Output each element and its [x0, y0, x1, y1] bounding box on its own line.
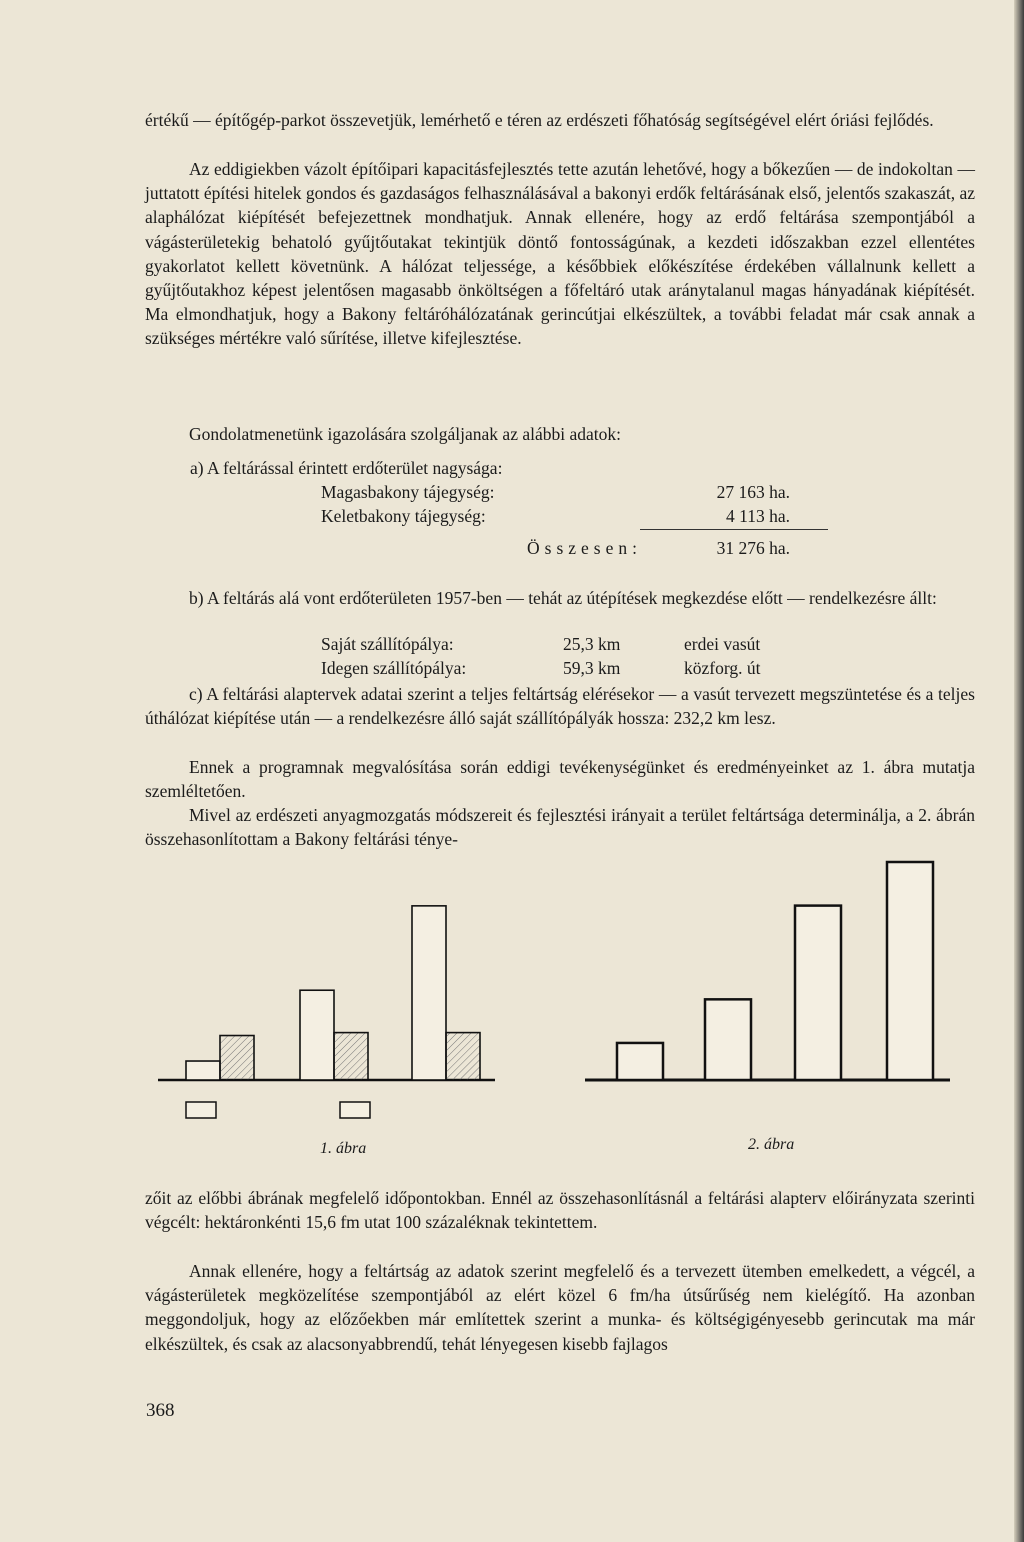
- list-b-label-2: Idegen szállítópálya:: [321, 658, 467, 678]
- chart-2-bar-2: [705, 999, 751, 1080]
- list-b-value-2: 59,3 km: [563, 658, 621, 678]
- page-number: 368: [146, 1400, 175, 1421]
- list-a-value-1: 27 163 ha.: [716, 482, 790, 502]
- paragraph-2: Az eddigiekben vázolt építőipari kapacitásfejlesztés tette azután lehetővé, hogy a bőkezűen — de indokoltan — juttatott építési hitelek gondos és gazdaságos felhasználásával a bakonyi erdők feltárásának első, jelentős szakaszát, az alaphálózat kiépítését befejezettnek mondhatjuk. Annak ellenére, hogy az erdő feltárása szempontjából a vágásterületekig behatoló gyűjtőutakat tekintjük döntő fontosságúnak, a kezdeti időszakban ezzel ellentétes gyakorlatot kellett követnünk. A hálózat teljessége, a későbbiek előkészítése érdekében vállalnunk kellett a gyűjtőutakhoz képest jelentősen magasabb önköltségen a főfeltáró utak aránytalanul magas hányadának kiépítését. Ma elmondhatjuk, hogy a Bakony feltáróhálózatának gerincútjai elkészültek, a további feladat már csak annak a szükséges mértékre való sűrítése, illetve kifejlesztése.: [145, 159, 975, 349]
- paragraph-5-a: Mivel az erdészeti anyagmozgatás módszereit és fejlesztési irányait a terület feltártsága determinálja, a 2. ábrán összehasonlítottam a Bakony feltárási ténye-: [145, 805, 975, 850]
- chart-2-bar-4: [887, 862, 933, 1080]
- chart-1-legend-swatch-idegen: [186, 1102, 216, 1118]
- chart-2-caption: 2. ábra: [748, 1136, 795, 1153]
- list-a-label-1: Magasbakony tájegység:: [321, 482, 495, 502]
- list-a-heading: a) A feltárással érintett erdőterület nagysága:: [190, 458, 503, 478]
- chart-1-bar-1957-idegen: [186, 1061, 220, 1080]
- chart-1: [150, 880, 550, 1130]
- list-b-note-2: közforg. út: [684, 658, 761, 678]
- list-a-total-value: 31 276 ha.: [716, 538, 790, 558]
- chart-1-bar-1966-sajat: [334, 1033, 368, 1080]
- sum-rule: [640, 529, 828, 530]
- chart-1-legend-swatch-sajat: [340, 1102, 370, 1118]
- paragraph-4: Ennek a programnak megvalósítása során eddigi tevékenységünket és eredményeinket az 1. ábra mutatja szemléltetően.: [145, 757, 975, 802]
- paragraph-1: értékű — építőgép-parkot összevetjük, lemérhető e téren az erdészeti főhatóság segítségével elért óriási fejlődés.: [145, 110, 934, 130]
- list-a-value-2: 4 113 ha.: [726, 506, 790, 526]
- chart-1-bar-1975-idegen: [412, 906, 446, 1080]
- list-b-note-1: erdei vasút: [684, 634, 761, 654]
- list-b-text: b) A feltárás alá vont erdőterületen 1957-ben — tehát az útépítések megkezdése előtt — rendelkezésre állt:: [189, 588, 937, 608]
- chart-1-bar-1957-sajat: [220, 1036, 254, 1080]
- list-c-text: c) A feltárási alaptervek adatai szerint a teljes feltártság elérésekor — a vasút tervezett megszüntetése és a teljes úthálózat kiépítése után — a rendelkezésre álló saját szállítópályák hossza: 232,2 km lesz.: [145, 684, 975, 729]
- chart-2: [575, 850, 975, 1130]
- paragraph-3: Gondolatmenetünk igazolására szolgáljanak az alábbi adatok:: [189, 424, 621, 444]
- chart-2-bar-3: [795, 906, 841, 1080]
- chart-1-bar-1975-sajat: [446, 1033, 480, 1080]
- list-b-label-1: Saját szállítópálya:: [321, 634, 454, 654]
- paragraph-5-b: zőit az előbbi ábrának megfelelő időpontokban. Ennél az összehasonlításnál a feltárási alapterv előirányzata szerinti végcélt: hektáronkénti 15,6 fm utat 100 százaléknak tekintettem.: [145, 1188, 975, 1233]
- list-b-value-1: 25,3 km: [563, 634, 621, 654]
- chart-1-caption: 1. ábra: [320, 1140, 367, 1157]
- chart-2-bar-1: [617, 1043, 663, 1080]
- list-a-total-label: Összesen:: [527, 538, 642, 558]
- chart-1-bar-1966-idegen: [300, 990, 334, 1080]
- page-edge-shadow: [1014, 0, 1024, 1542]
- paragraph-6: Annak ellenére, hogy a feltártság az adatok szerint megfelelő és a tervezett ütemben emelkedett, a végcél, a vágásterületek megközelítése szempontjából az elért közel 6 fm/ha útsűrűség nem kielégítő. Ha azonban meggondoljuk, hogy az előzőekben már említettek szerint a munka- és költségigényesebb gerincutak ma már elkészültek, és csak az alacsonyabbrendű, tehát lényegesen kisebb fajlagos: [145, 1261, 975, 1354]
- list-a-label-2: Keletbakony tájegység:: [321, 506, 486, 526]
